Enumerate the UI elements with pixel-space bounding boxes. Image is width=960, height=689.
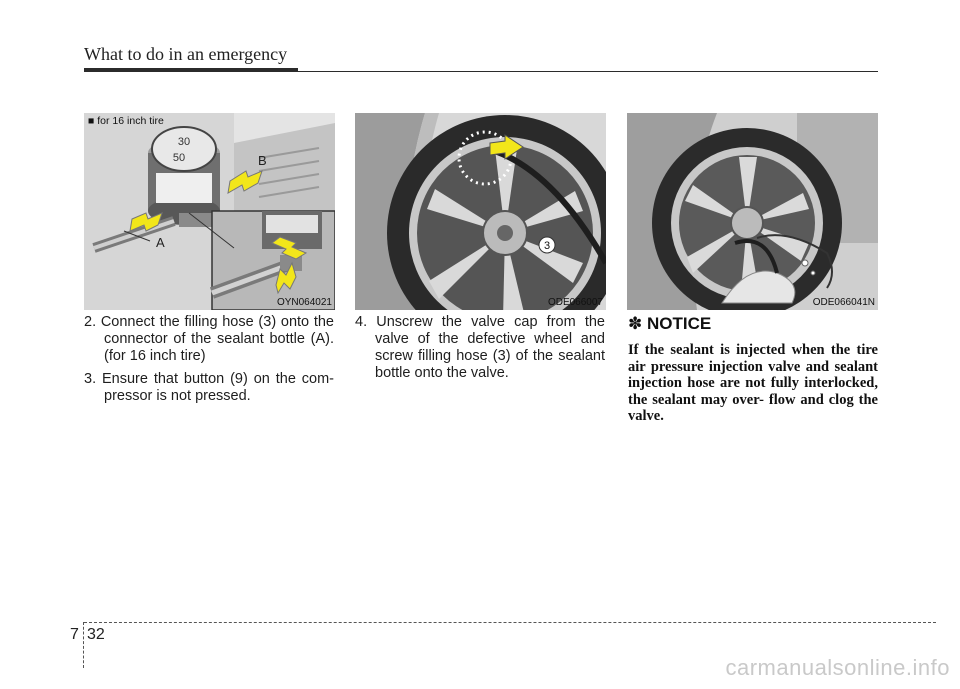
- notice-title: ✽ NOTICE: [628, 314, 712, 333]
- figure-sealant-bottle: [84, 113, 335, 310]
- step-check-button: 3. Ensure that button (9) on the com- pressor is not pressed.: [84, 371, 334, 404]
- step-connect-hose: 2. Connect the filling hose (3) onto the connector of the sealant bottle (A). (for 16 inch tire): [84, 314, 334, 364]
- figure-wheel-valve: [355, 113, 606, 310]
- footer-rule: [84, 622, 936, 623]
- step-unscrew-valve-cap: 4. Unscrew the valve cap from the valve of the defective wheel and screw filling hose (3) of the sealant bottle onto the valve.: [355, 314, 605, 381]
- gauge-top-reading: 30: [177, 136, 191, 148]
- wheel-overflow-illustration: [627, 113, 878, 310]
- header-rule: [84, 71, 878, 72]
- site-watermark: carmanualsonline.info: [725, 655, 950, 680]
- callout-a: A: [156, 235, 165, 250]
- figure-tire-size-label: ■ for 16 inch tire: [88, 115, 164, 127]
- figure-wheel-overflow: [627, 113, 878, 310]
- callout-hose-number: 3: [543, 240, 551, 252]
- figure-code-caption: ODE066041N: [812, 297, 875, 308]
- left-column-steps: [84, 314, 334, 411]
- wheel-valve-illustration: [355, 113, 606, 310]
- chapter-number: 7: [70, 626, 79, 643]
- page-number: 32: [87, 626, 105, 643]
- middle-column-steps: [355, 314, 605, 388]
- gauge-bottom-reading: 50: [172, 152, 186, 164]
- sealant-bottle-illustration: [84, 113, 335, 310]
- footer-divider: [83, 622, 84, 668]
- figure-code-caption: ODE066007: [547, 297, 603, 308]
- page-header-title: What to do in an emergency: [84, 44, 288, 64]
- figure-code-caption: OYN064021: [276, 297, 332, 308]
- notice-body: If the sealant is injected when the tire air pressure injection valve and sealant injection hose are not fully interlocked, the sealant may over- flow and clog the valve.: [628, 342, 878, 424]
- callout-b: B: [258, 153, 267, 168]
